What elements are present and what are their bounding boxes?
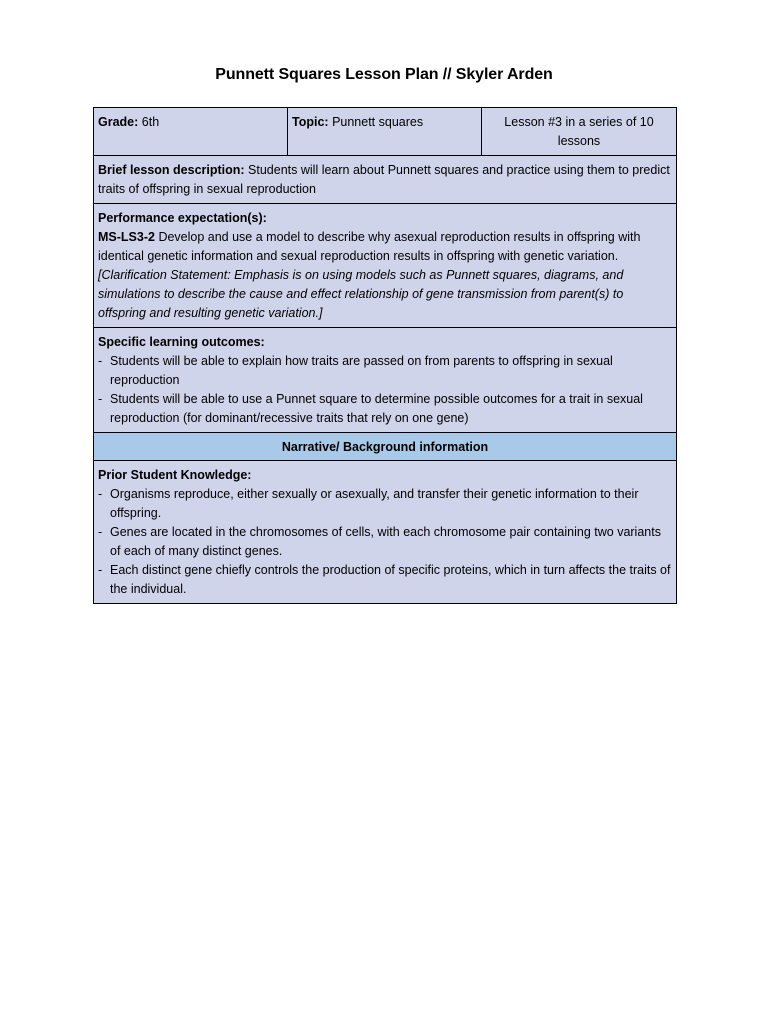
- description-label: Brief lesson description:: [98, 163, 245, 177]
- knowledge-text: Genes are located in the chromosomes of cells, with each chromosome pair containing two variants of each of many distinct genes.: [110, 525, 661, 558]
- outcome-text: Students will be able to explain how traits are passed on from parents to offspring in sexual reproduction: [110, 354, 613, 387]
- bullet-dash: -: [98, 487, 103, 501]
- outcomes-row: [94, 328, 677, 433]
- prior-knowledge-label: Prior Student Knowledge:: [98, 468, 252, 482]
- outcomes-cell: [94, 328, 677, 433]
- standard-code: MS-LS3-2: [98, 230, 155, 244]
- lesson-info-cell: [482, 108, 677, 156]
- bullet-dash: -: [98, 392, 103, 406]
- prior-knowledge-row: [94, 461, 677, 604]
- bullet-dash: -: [98, 563, 103, 577]
- clarification-statement: [Clarification Statement: Emphasis is on using models such as Punnett squares, diagrams, and simulations to describe the cause and effect relationship of gene transmission from parent(s) to offspring and resulting genetic variation.]: [98, 268, 624, 320]
- narrative-header: Narrative/ Background information: [281, 440, 489, 454]
- lesson-info: Lesson #3 in a series of 10 lessons: [504, 115, 654, 148]
- knowledge-text: Organisms reproduce, either sexually or asexually, and transfer their genetic information to their offspring.: [110, 487, 639, 520]
- grade-value: 6th: [141, 115, 160, 129]
- prior-knowledge-list: [98, 485, 672, 599]
- narrative-header-cell: [94, 433, 677, 461]
- topic-cell: [288, 108, 482, 156]
- list-item: [98, 523, 672, 561]
- description-row: [94, 156, 677, 204]
- list-item: [98, 561, 672, 599]
- header-row: [94, 108, 677, 156]
- topic-label: Topic:: [292, 115, 329, 129]
- grade-label: Grade:: [98, 115, 139, 129]
- knowledge-text: Each distinct gene chiefly controls the production of specific proteins, which in turn affects the traits of the individual.: [110, 563, 671, 596]
- grade-cell: [94, 108, 288, 156]
- narrative-header-row: [94, 433, 677, 461]
- description-text: Students will learn about Punnett squares and practice using them to predict traits of offspring in sexual reproduction: [98, 163, 670, 196]
- outcomes-list: [98, 352, 672, 428]
- description-cell: [94, 156, 677, 204]
- list-item: [98, 390, 672, 428]
- outcomes-label: Specific learning outcomes:: [98, 335, 265, 349]
- performance-label: Performance expectation(s):: [98, 211, 267, 225]
- list-item: [98, 352, 672, 390]
- list-item: [98, 485, 672, 523]
- standard-text: Develop and use a model to describe why asexual reproduction results in offspring with identical genetic information and sexual reproduction results in offspring with genetic variation.: [98, 230, 641, 263]
- outcome-text: Students will be able to use a Punnet square to determine possible outcomes for a trait in sexual reproduction (for dominant/recessive traits that rely on one gene): [110, 392, 643, 425]
- lesson-plan-table: [93, 107, 677, 604]
- performance-cell: [94, 204, 677, 328]
- bullet-dash: -: [98, 525, 103, 539]
- topic-value: Punnett squares: [332, 115, 424, 129]
- bullet-dash: -: [98, 354, 103, 368]
- prior-knowledge-cell: [94, 461, 677, 604]
- performance-row: [94, 204, 677, 328]
- document-title: Punnett Squares Lesson Plan // Skyler Arden: [215, 66, 553, 83]
